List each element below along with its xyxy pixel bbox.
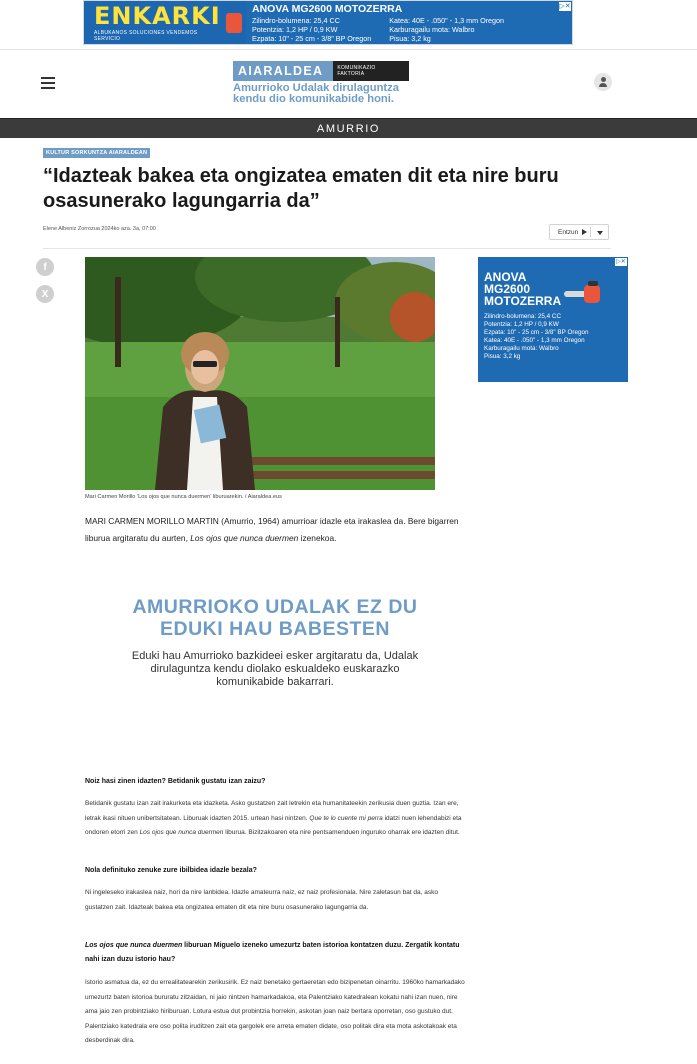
hamburger-icon-bar — [41, 87, 55, 89]
answer-3: Istorio asmatua da, ez du errealitatearekin zerikusirik. Ez naiz benetako gertaeretan edo bizipenetan oinarritu. 1960ko hamarkadako umezurtz baten istorioa bururatu zitzaidan, ni jaio nintzen hamarkadakoa, eta Palentziako katedralean kokatu nahi izan nuen, nire ama jaio zen probintziako hiriburuan. Lotura estua dut probintzia horrekin, askotan joan naiz bertara oporretan, oso gustuko dut. Palentziako katedrala ere oso polita iruditzen zait eta gargolek ere arreta ematen didate, oso politak dira eta mota askotakoak eta desberdinak dira. — [85, 979, 465, 1044]
notice-heading: AMURRIOKO UDALAK EZ DU EDUKI HAU BABESTEN — [132, 596, 418, 640]
ad-spec: Pisua: 3,2 kg — [389, 34, 431, 43]
ad-brand-name: ENKARKI — [94, 1, 221, 30]
ad-spec: Zilindro-bolumena: 25,4 CC — [484, 313, 561, 320]
lead-text-end: izenekoa. — [298, 532, 337, 543]
ad-spec: Ezpata: 10" - 25 cm - 3/8" BP Oregon — [252, 34, 372, 43]
answer-text: Betidanik gustatu izan zait irakurketa eta idazketa. Asko gustatzen zait letrekin eta humanitateekin zerikusia duen guztia. Izan ere, letrak ikasi nituen unibertsitatean. Liburuak idazten 2015. urtean hasi nintzen. — [85, 800, 459, 822]
chainsaw-icon — [562, 279, 602, 309]
article-byline: Elene Albeniz Zorrozua 2024ko aza. 3a, 07:00 — [43, 226, 156, 232]
logo-sub: KOMUNIKAZIO FAKTORIA — [333, 61, 409, 81]
question-text: liburuan Miguelo izeneko umezurtz baten istorioa kontatzen duzu. Zergatik kontatu nahi izan duzu istorio hau? — [85, 942, 460, 963]
hamburger-icon-bar — [41, 82, 55, 84]
photo-caption: Mari Carmen Morillo ‘Los ojos que nunca duermen’ liburuarekin. / Aiaraldea.eus — [85, 494, 282, 500]
facebook-icon: f — [43, 261, 47, 273]
article-lead — [85, 513, 460, 546]
divider — [43, 248, 611, 249]
user-icon-body — [599, 83, 607, 87]
ad-spec: Ezpata: 10" - 25 cm - 3/8" BP Oregon — [484, 329, 589, 336]
lead-book-title: Los ojos que nunca duermen — [190, 532, 299, 543]
answer-text: liburua. Bizitzakoaren eta nire pentsamenduen inguruko oharrak ere idazten ditut. — [223, 829, 460, 836]
listen-divider — [590, 227, 591, 237]
question-3 — [85, 939, 470, 967]
question-1: Noiz hasi zinen idazten? Betidanik gustatu izan zaizu? — [85, 778, 266, 785]
facebook-share-button[interactable] — [36, 258, 54, 276]
x-share-button[interactable] — [36, 285, 54, 303]
ad-spec: Katea: 40E - .050" - 1,3 mm Oregon — [389, 16, 505, 25]
x-icon: X — [41, 288, 49, 300]
ad-choices-icon[interactable]: ▷✕ — [559, 3, 571, 10]
chainsaw-icon — [224, 1, 246, 44]
ad-title: ANOVA MG2600 MOTOZERRA — [252, 3, 403, 15]
listen-button[interactable] — [549, 224, 609, 240]
site-tagline[interactable]: Amurrioko Udalak dirulaguntza kendu dio komunikabide honi. — [233, 82, 399, 105]
ad-choices-icon[interactable]: ▷✕ — [616, 259, 626, 265]
logo-main: AIARALDEA — [233, 61, 333, 81]
listen-label: Entzun — [558, 228, 579, 236]
category-badge[interactable]: KULTUR SORKUNTZA AIARALDEAN — [43, 148, 150, 158]
lead-text: MARI CARMEN MORILLO MARTIN (Amurrio, 1964) amurrioar idazle eta irakaslea da. Bere bigarren liburua argitaratu du aurten, — [85, 516, 459, 543]
user-icon — [601, 77, 606, 82]
menu-button[interactable] — [41, 77, 55, 89]
hamburger-icon-bar — [41, 77, 55, 79]
funding-notice — [120, 597, 430, 689]
book-title: Los ojos que nunca duermen — [139, 829, 224, 836]
article-photo — [85, 257, 435, 490]
photo-illustration — [85, 257, 435, 490]
answer-1 — [85, 797, 465, 841]
site-logo[interactable] — [233, 61, 409, 81]
ad-spec: Karburagailu mota: Walbro — [484, 345, 559, 352]
ad-spec: Zilindro-bolumena: 25,4 CC — [252, 16, 340, 25]
ad-spec: Pisua: 3,2 kg — [484, 353, 521, 360]
section-bar[interactable]: AMURRIO — [0, 118, 697, 138]
ad-spec: Katea: 40E - .050" - 1,3 mm Oregon — [484, 337, 585, 344]
book-title: Los ojos que nunca duermen — [85, 942, 183, 949]
ad-brand-tag: ALBUKANOS SOLUCIONES VENDEMOS SERVICIO — [94, 29, 198, 42]
user-account-button[interactable] — [594, 73, 612, 91]
side-ad-title-3: MOTOZERRA — [484, 294, 562, 308]
ad-specs-left — [252, 16, 371, 43]
ad-spec: Karburagailu mota: Walbro — [389, 25, 475, 34]
top-banner-ad[interactable] — [83, 0, 573, 45]
sidebar-ad[interactable] — [478, 257, 628, 382]
ad-brand — [84, 1, 224, 44]
ad-specs — [246, 1, 572, 44]
divider — [0, 49, 697, 50]
side-ad-title-2: MG2600 — [484, 282, 531, 296]
play-icon — [582, 229, 587, 235]
ad-spec: Potentzia: 1,2 HP / 0,9 KW — [484, 321, 559, 328]
side-ad-specs — [484, 313, 628, 361]
question-2: Nola definituko zenuke zure ibilbidea idazle bezala? — [85, 867, 257, 874]
book-title: Que te lo cuente mi perra — [309, 814, 383, 822]
answer-text: idatzi nuen lehendabizi eta ondoren etorri zen — [85, 814, 462, 836]
answer-2: Ni ingeleseko irakaslea naiz, hori da nire lanbidea. Idazle amateurra naiz, ez naiz profesionala. Nire zaletasun bat da, asko gustatzen zait. Idazteak bakea eta ongizatea ematen dit eta nire buru osasunerako lagungarria da. — [85, 889, 439, 911]
article-title: “Idazteak bakea eta ongizatea ematen dit eta nire buru osasunerako lagungarria da” — [43, 165, 559, 212]
notice-text: Eduki hau Amurrioko bazkideei esker argitaratu da, Udalak dirulaguntza kendu diolako eskualdeko euskarazko komunikabide bakarrari. — [131, 650, 419, 688]
chevron-down-icon[interactable] — [597, 231, 603, 235]
ad-spec: Potentzia: 1,2 HP / 0,9 KW — [252, 25, 338, 34]
side-ad-title-1: ANOVA — [484, 270, 527, 284]
ad-specs-right — [389, 16, 504, 43]
